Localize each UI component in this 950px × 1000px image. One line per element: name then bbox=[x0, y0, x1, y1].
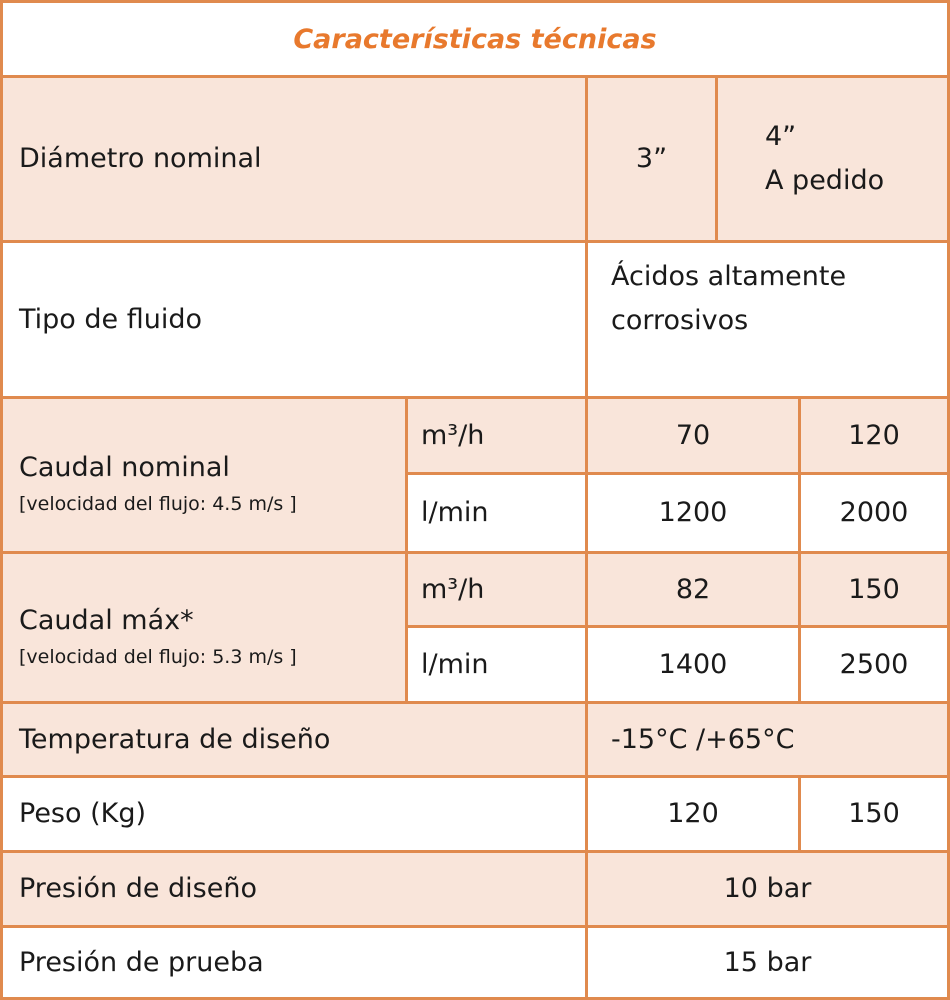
caudal-nominal-lmin-4in: 2000 bbox=[801, 475, 947, 551]
diametro-4in-cell bbox=[718, 78, 947, 240]
caudal-max-lmin-4in: 2500 bbox=[801, 628, 947, 701]
diametro-4in-note: A pedido bbox=[765, 165, 885, 196]
caudal-nominal-unit-lmin: l/min bbox=[408, 475, 585, 551]
caudal-max-label: Caudal máx* bbox=[19, 604, 194, 636]
grid-line bbox=[408, 472, 947, 475]
grid-line bbox=[3, 925, 947, 928]
caudal-nominal-label: Caudal nominal bbox=[19, 452, 230, 483]
grid-line bbox=[3, 396, 947, 399]
caudal-max-lmin-3in: 1400 bbox=[588, 628, 798, 701]
temperatura-value: -15°C /+65°C bbox=[588, 704, 947, 775]
grid-line bbox=[3, 775, 947, 778]
grid-line bbox=[3, 240, 947, 243]
temperatura-label: Temperatura de diseño bbox=[3, 704, 585, 775]
caudal-max-note: [velocidad del flujo: 5.3 m/s ] bbox=[19, 645, 297, 668]
grid-line bbox=[585, 78, 588, 997]
presion-prueba-value: 15 bar bbox=[588, 928, 947, 997]
grid-line bbox=[3, 551, 947, 554]
caudal-nominal-note: [velocidad del flujo: 4.5 m/s ] bbox=[19, 493, 297, 515]
fluido-value-cell bbox=[588, 243, 947, 396]
grid-line bbox=[798, 778, 801, 850]
grid-line bbox=[408, 625, 947, 628]
diametro-label: Diámetro nominal bbox=[3, 78, 585, 240]
caudal-nominal-m3h-3in: 70 bbox=[588, 399, 798, 472]
diametro-4in: 4” bbox=[765, 121, 797, 152]
table-title: Características técnicas bbox=[3, 3, 947, 75]
grid-line bbox=[3, 75, 947, 78]
peso-3in: 120 bbox=[588, 778, 798, 850]
caudal-nominal-label-cell bbox=[3, 399, 405, 551]
fluido-label: Tipo de fluido bbox=[3, 243, 585, 396]
grid-line bbox=[3, 701, 947, 704]
presion-diseno-value: 10 bar bbox=[588, 853, 947, 925]
caudal-max-m3h-4in: 150 bbox=[801, 554, 947, 625]
caudal-max-label-cell bbox=[3, 554, 405, 701]
presion-diseno-label: Presión de diseño bbox=[3, 853, 585, 925]
fluido-value-line1: Ácidos altamente bbox=[611, 261, 847, 292]
caudal-max-unit-m3h: m³/h bbox=[408, 554, 585, 625]
caudal-max-unit-lmin: l/min bbox=[408, 628, 585, 701]
grid-line bbox=[405, 399, 408, 701]
caudal-nominal-lmin-3in: 1200 bbox=[588, 475, 798, 551]
diametro-3in: 3” bbox=[588, 78, 715, 240]
caudal-max-m3h-3in: 82 bbox=[588, 554, 798, 625]
fluido-value-line2: corrosivos bbox=[611, 305, 749, 336]
caudal-nominal-m3h-4in: 120 bbox=[801, 399, 947, 472]
grid-line bbox=[715, 78, 718, 240]
peso-4in: 150 bbox=[801, 778, 947, 850]
peso-label: Peso (Kg) bbox=[3, 778, 585, 850]
grid-line bbox=[798, 399, 801, 701]
presion-prueba-label: Presión de prueba bbox=[3, 928, 585, 997]
caudal-nominal-unit-m3h: m³/h bbox=[408, 399, 585, 472]
grid-line bbox=[3, 850, 947, 853]
